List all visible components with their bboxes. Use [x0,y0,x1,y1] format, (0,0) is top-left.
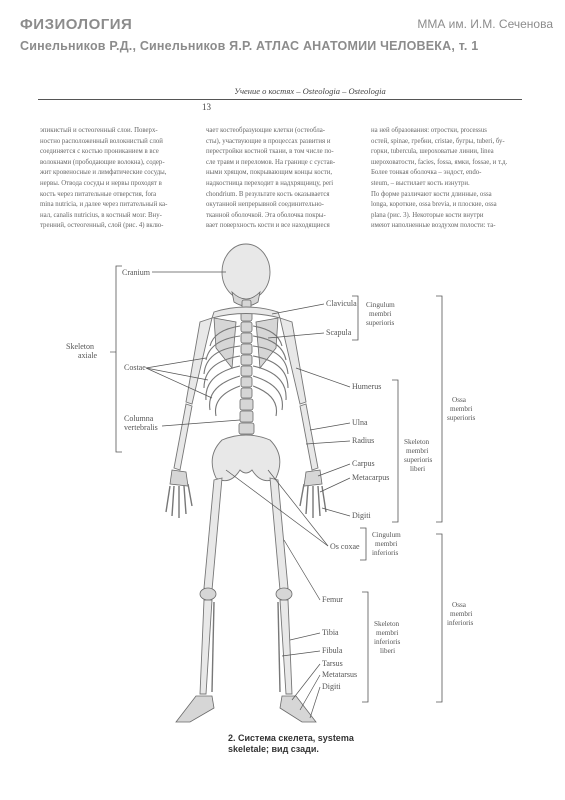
column-line: longa, короткие, ossa brevia, и плоские, ossa [371,201,497,209]
column-line: нал, canalis nutricius, в костный мозг. Вну- [40,211,162,219]
skeleton-drawing [166,244,326,722]
column-line: на ней образования: отростки, processus [371,127,487,134]
column-line: шероховатости, facies, fossa, ямки, fossae, и т.д. [371,158,508,166]
label-digiti-upper: Digiti [352,511,371,520]
running-head: Учение о костях – Osteologia – Osteologia [234,86,386,96]
column-line: горки, tubercula, шероховатые линии, linea [371,148,494,156]
label-femur: Femur [322,595,343,604]
column-line: перестройки костной ткани, в том числе по- [206,148,334,156]
label-metatarsus: Metatarsus [322,670,358,679]
knee-right [276,588,292,600]
label-carpus: Carpus [352,459,375,468]
group-skeleton-inf-4: liberi [380,647,396,655]
column-line: mina nutricia, и далее через питательный ка- [40,201,168,209]
column-line: chondrium. В результате кость оказывается [206,190,330,198]
label-clavicula: Clavicula [326,299,357,308]
caption-line-1: 2. Система скелета, systema [228,733,354,743]
column-line: Более тонкая оболочка – эндост, endo- [371,169,482,177]
column-line: steum, – выстилает кость изнутри. [371,179,470,187]
header-subtitle: Синельников Р.Д., Синельников Я.Р. АТЛАС АНАТОМИИ ЧЕЛОВЕКА, т. 1 [20,39,479,53]
hand-left [166,484,192,518]
group-skeleton-sup-2: membri [406,447,429,455]
group-ossa-inf-1: Ossa [452,601,466,609]
foot-right [280,696,316,722]
group-ossa-sup-1: Ossa [452,396,466,404]
label-os-coxae: Os coxae [330,542,360,551]
pelvis [212,435,280,481]
column-line: сты), участвующие в процессах развития и [206,137,331,145]
column-line: остей, spinae, гребни, cristae, бугры, tuberi, бу- [371,137,505,145]
group-cingulum-sup-1: Cingulum [366,301,395,309]
column-line: тканной оболочкой. Эта оболочка покры- [206,211,326,219]
column-line: plana (рис. 3). Некоторые кости внутри [371,211,484,219]
label-scapula: Scapula [326,328,352,337]
page-number: 13 [202,102,211,112]
foot-left [176,696,214,722]
column-line: По форме различают кости длинные, ossa [371,190,492,198]
bracket-cingulum-inf [360,528,366,560]
skull [222,244,270,300]
column-line: кость через питательные отверстия, fora [40,190,157,198]
column-line: сле травм и переломов. На границе с сустав- [206,158,336,166]
column-line: эпикистый и остеогенный слои. Поверх- [40,127,158,134]
carpus-right [304,470,322,486]
label-tarsus: Tarsus [322,659,343,668]
column-line: окутанной непрерывной соединительно- [206,201,324,209]
column-line: ностно расположенный волокнистый слой [40,137,163,145]
bracket-skeleton-inf [362,592,368,702]
column-line: ными хрящом, покрывающим концы кости, [206,169,333,177]
group-ossa-inf-2: membri [450,610,473,618]
label-radius: Radius [352,436,375,445]
header-title: ФИЗИОЛОГИЯ [20,16,133,33]
group-cingulum-sup-3: superioris [366,319,395,327]
group-skeleton-inf-3: inferioris [374,638,401,646]
column-line: жит кровеносные и лимфатические сосуды, [40,169,167,177]
group-cingulum-inf-1: Cingulum [372,531,401,539]
group-cingulum-inf-3: inferioris [372,549,399,557]
label-cranium: Cranium [122,268,150,277]
column-line: имеют наполненные воздухом полости: та- [371,222,496,230]
bracket-skeleton-sup [392,380,398,522]
group-skeleton-sup-1: Skeleton [404,438,430,446]
group-ossa-inf-3: inferioris [447,619,474,627]
caption-line-2: skeletale; вид сзади. [228,744,319,754]
label-columna-2: vertebralis [124,423,158,432]
group-cingulum-sup-2: membri [369,310,392,318]
group-skeleton-sup-4: liberi [410,465,426,473]
femur-left [204,478,222,590]
label-ulna: Ulna [352,418,368,427]
group-cingulum-inf-2: membri [375,540,398,548]
group-skeleton-inf-2: membri [376,629,399,637]
group-skeleton-inf-1: Skeleton [374,620,400,628]
carpus-left [170,470,188,486]
label-columna-1: Columna [124,414,154,423]
label-costae: Costae [124,363,146,372]
group-ossa-sup-2: membri [450,405,473,413]
label-metacarpus: Metacarpus [352,473,390,482]
bracket-ossa-inf [436,534,442,702]
bracket-skeleton-axiale [116,266,122,452]
forearm-right [300,404,318,470]
column-line: нервы. Отвода сосуды и нервы проходят в [40,179,162,187]
group-ossa-sup-3: superioris [447,414,476,422]
label-skeleton-axiale-2: axiale [78,351,98,360]
label-skeleton-axiale-1: Skeleton [66,342,94,351]
header-institution: ММА им. И.М. Сеченова [417,17,553,31]
bracket-ossa-sup [436,296,442,522]
forearm-left [174,404,192,470]
column-line: соединяется с костью прониканием в все [40,148,159,156]
femur-right [270,478,288,590]
label-tibia: Tibia [322,628,339,637]
label-fibula: Fibula [322,646,343,655]
label-digiti-lower: Digiti [322,682,341,691]
knee-left [200,588,216,600]
tibia-right [280,600,292,694]
column-line: вает поверхность кости и все находящиеся [206,222,330,230]
tibia-left [200,600,212,694]
label-humerus: Humerus [352,382,382,391]
column-line: тренний, остеогенный, слой (рис. 4) вклю- [40,222,164,230]
vertebral-column [239,300,254,446]
column-line: волокнами (прободающие волокна), содер- [40,158,165,166]
column-line: надкостница переходит в надхрящницу, peri [206,179,334,187]
hand-right [300,484,326,518]
figure-caption [228,733,354,755]
column-line: чает костеобразующие клетки (остеобла- [206,127,326,134]
group-skeleton-sup-3: superioris [404,456,433,464]
